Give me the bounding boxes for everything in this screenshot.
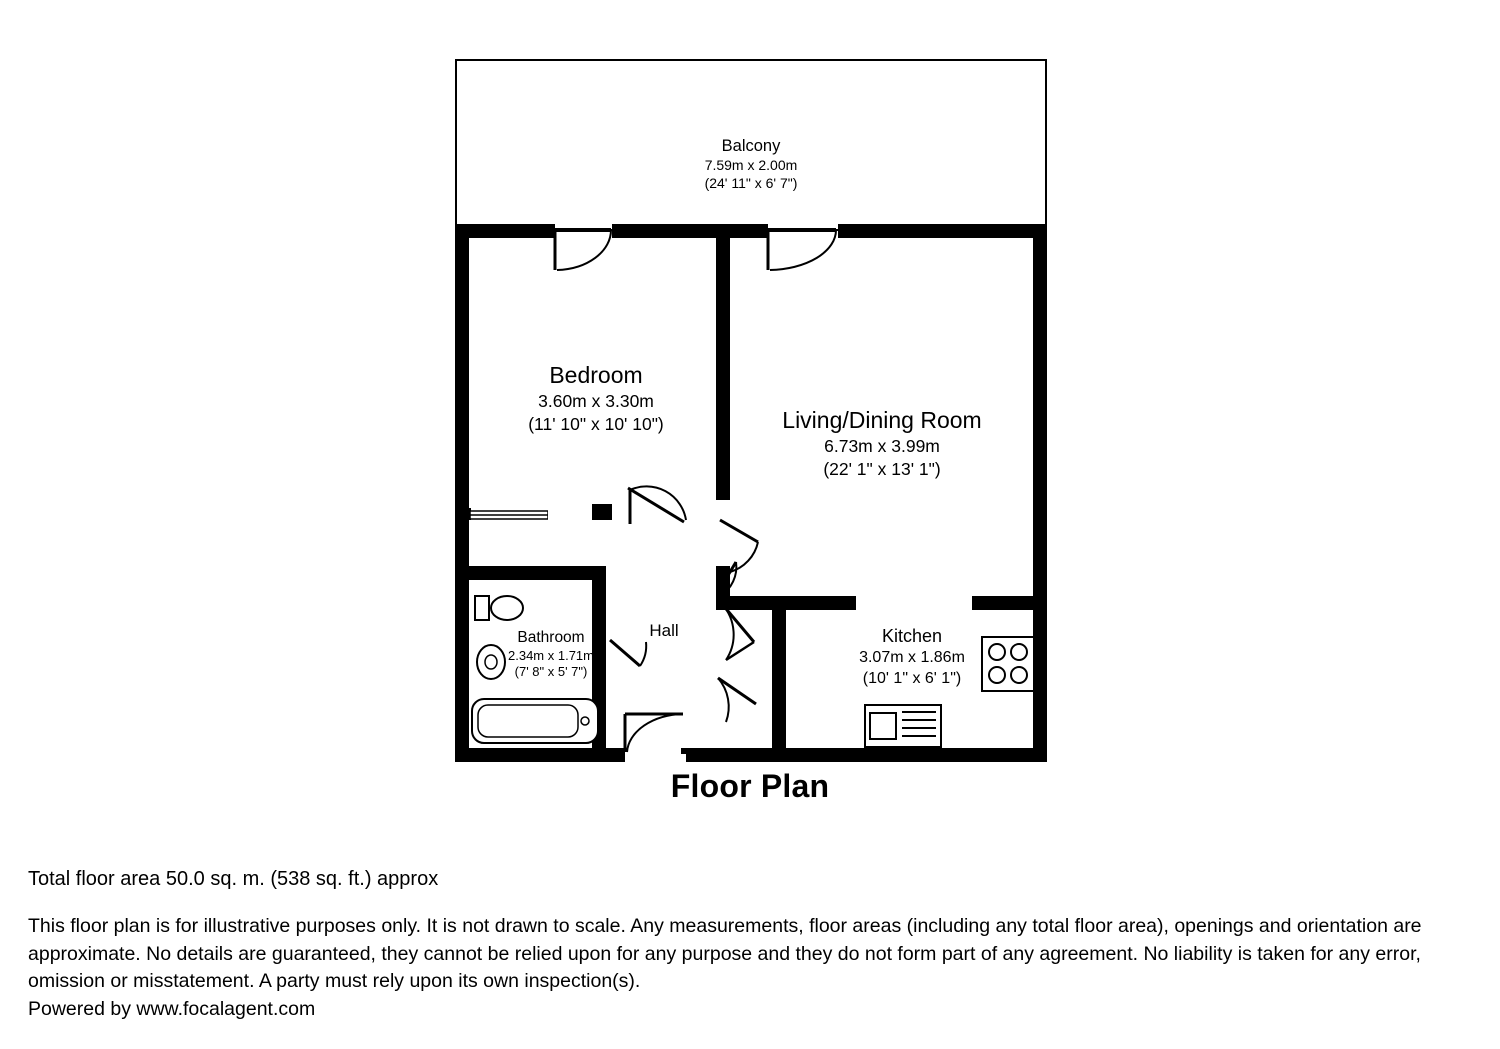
page-title: Floor Plan	[670, 768, 830, 804]
footer	[28, 868, 1458, 1024]
sink-icon	[864, 704, 942, 748]
disclaimer-text: This floor plan is for illustrative purposes only. It is not drawn to scale. Any measurements, floor areas (including any total floor area), openings and orientation are approximate. No details are guaranteed, they cannot be relied upon for any purpose and they do not form part of any agreement. No liability is taken for any error, omission or misstatement. A party must rely upon its own inspection(s).	[28, 915, 1422, 993]
room-label-hall: Hall	[649, 621, 679, 640]
wall-living-kitchen-b	[972, 596, 1047, 610]
window-bedroom	[470, 510, 548, 520]
wall-top-right	[838, 224, 1047, 238]
room-label-bedroom: Bedroom 3.60m x 3.30m (11' 10" x 10' 10")	[528, 362, 664, 434]
room-label-living-dining: Living/Dining Room 6.73m x 3.99m (22' 1" x 13' 1")	[782, 407, 982, 479]
wall-bathroom-top	[455, 566, 606, 580]
door-living-balcony	[766, 226, 840, 274]
room-label-kitchen: Kitchen 3.07m x 1.86m (10' 1" x 6' 1")	[859, 626, 965, 687]
wall-top-left	[455, 224, 555, 238]
door-bedroom-balcony	[553, 226, 617, 274]
door-hall-cupboard	[714, 600, 770, 674]
wall-left-outer	[455, 224, 469, 762]
basin-icon	[474, 642, 508, 682]
wall-bottom-right	[686, 748, 1047, 762]
wall-right-outer	[1033, 224, 1047, 762]
door-entrance	[621, 706, 693, 758]
total-floor-area: Total floor area 50.0 sq. m. (538 sq. ft.) approx	[28, 868, 439, 890]
door-hall-lower-right	[712, 670, 768, 730]
toilet-icon	[474, 592, 532, 630]
bathtub-icon	[471, 698, 599, 744]
room-label-balcony: Balcony 7.59m x 2.00m (24' 11" x 6' 7")	[704, 137, 798, 192]
hob-icon	[981, 636, 1035, 692]
door-bedroom-hall	[620, 480, 700, 526]
wall-hall-kitchen-lower	[772, 676, 786, 762]
room-label-bathroom: Bathroom 2.34m x 1.71m (7' 8" x 5' 7")	[508, 629, 594, 680]
powered-by-text: Powered by www.focalagent.com	[28, 998, 316, 1021]
door-hall-bathroom	[606, 636, 660, 684]
wall-bedroom-bottom-b	[592, 504, 612, 520]
wall-bedroom-bottom-a	[455, 508, 471, 520]
wall-top-mid	[612, 224, 768, 238]
